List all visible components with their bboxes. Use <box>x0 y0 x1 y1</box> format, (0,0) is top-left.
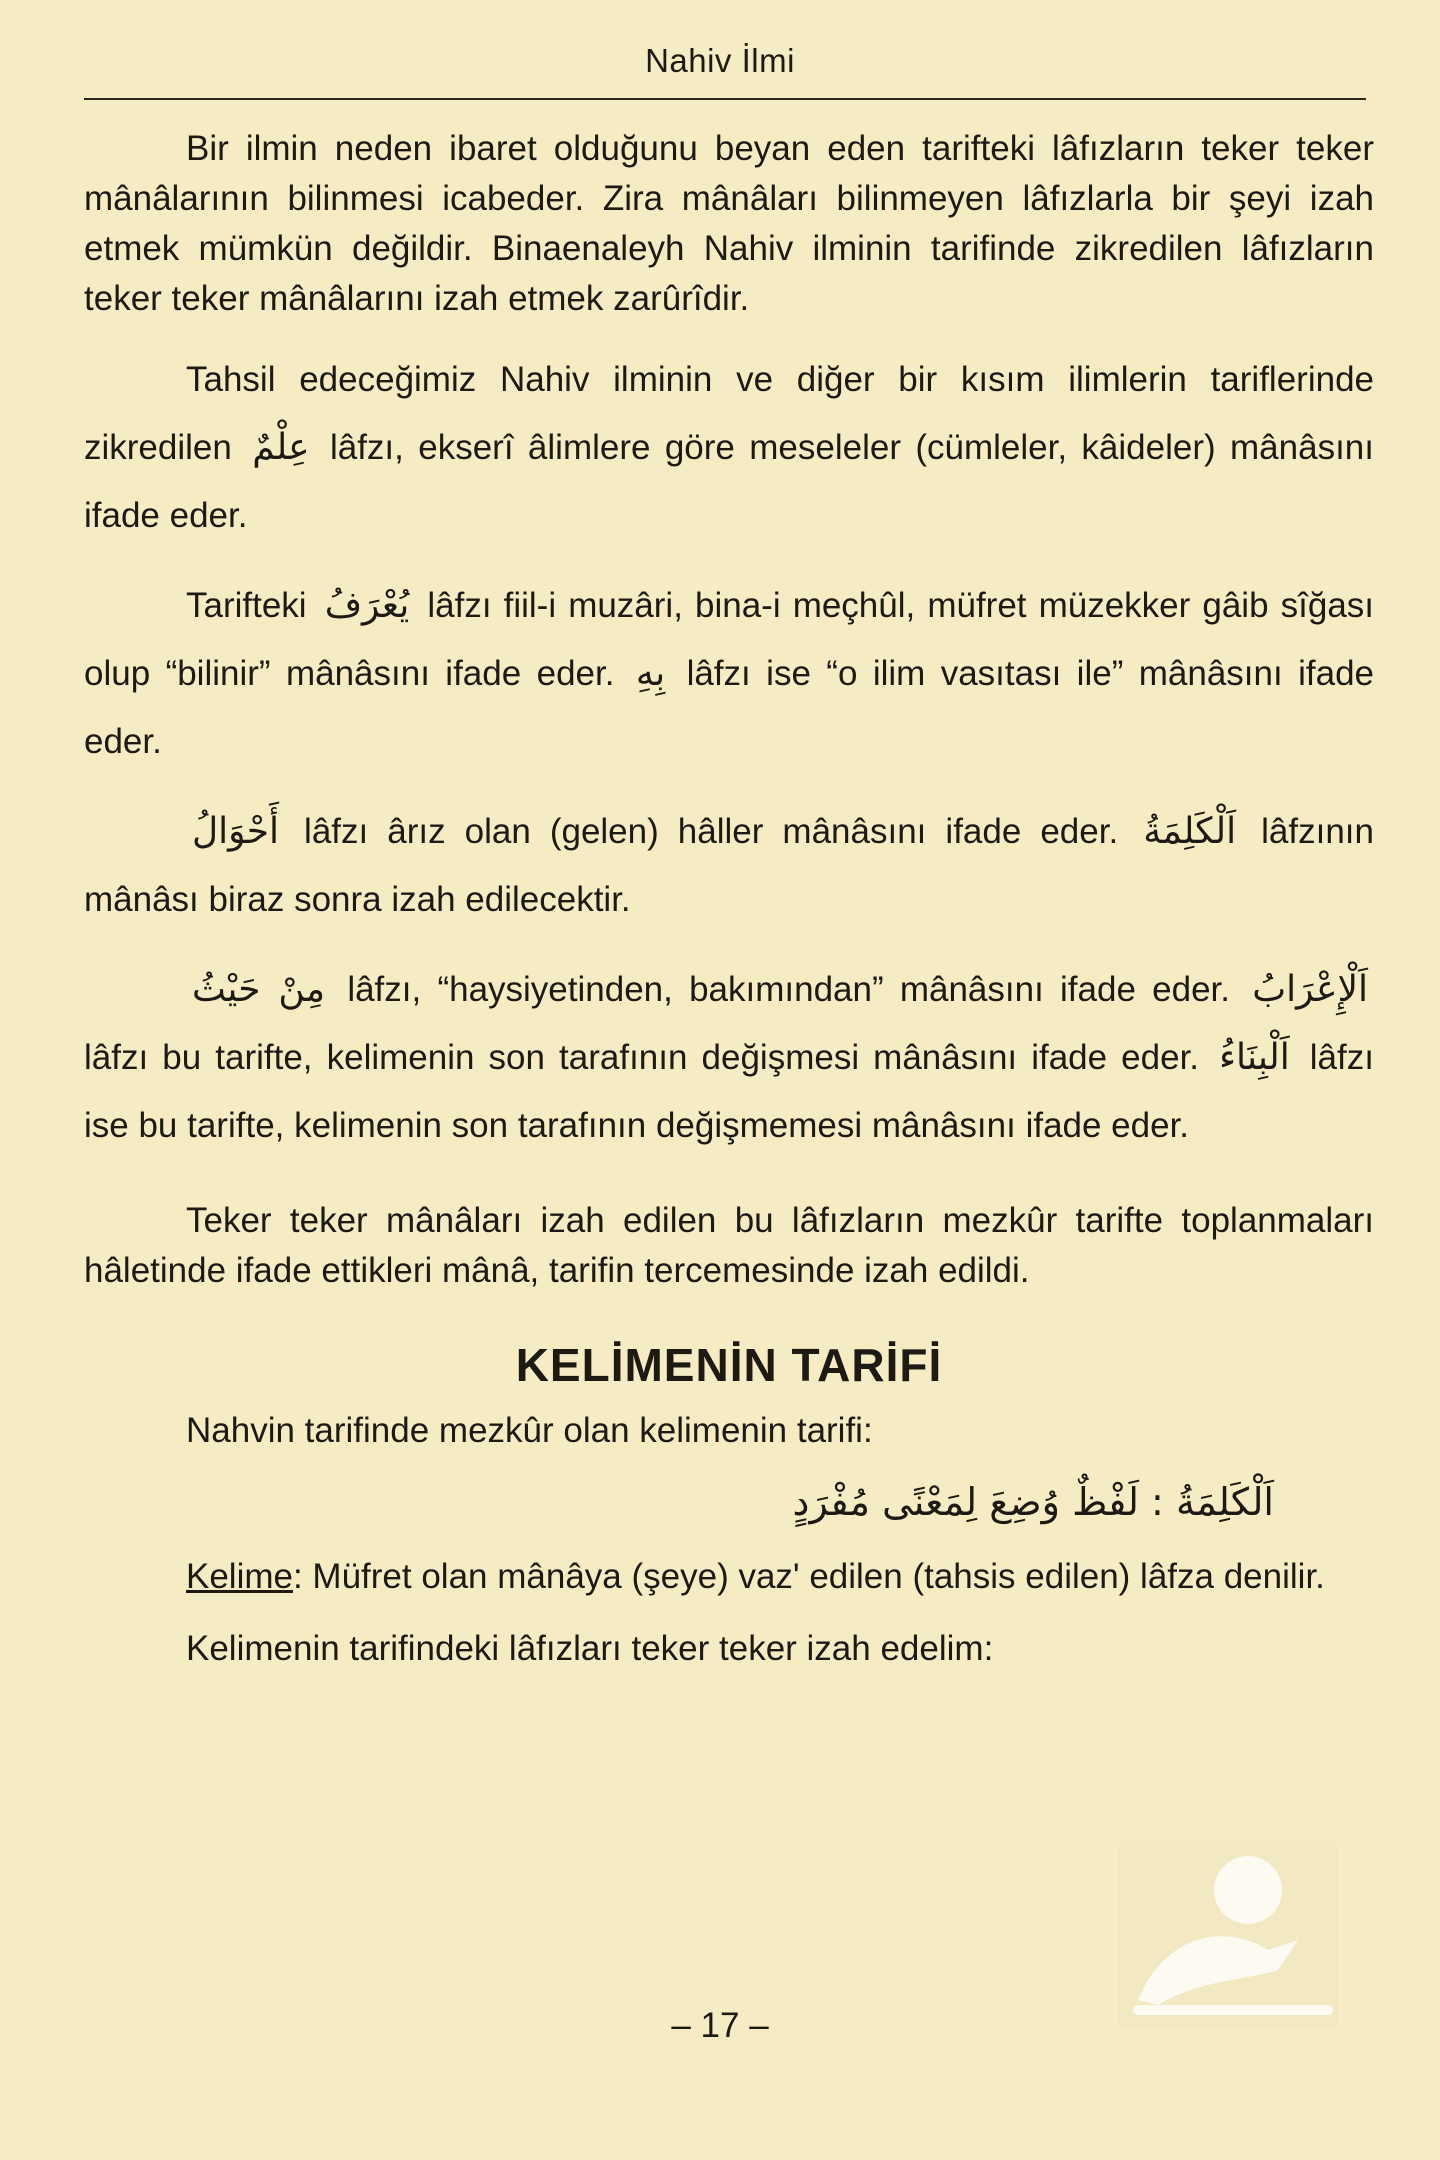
closing-line: Kelimenin tarifindeki lâfızları teker teker izah edelim: <box>186 1629 994 1668</box>
paragraph-3-text-b: lâfzı fiil-i muzâri, bina-i meçhûl, müfret müzekker gâib sîğası olup “bilinir” mânâsını ifade eder. <box>84 586 1375 693</box>
paragraph-3-text-c: lâfzı ise “o ilim vasıtası ile” mânâsını ifade eder. <box>84 654 1375 761</box>
watermark-logo-icon <box>1098 1830 1358 2040</box>
paragraph-5-text-a: lâfzı, “haysiyetinden, bakımından” mânâsını ifade eder. <box>347 970 1230 1009</box>
paragraph-2-text-a: Tahsil edeceğimiz Nahiv ilminin ve diğer bir kısım ilimlerin tariflerinde zikredilen <box>84 360 1374 467</box>
paragraph-3-text-a: Tarifteki <box>186 586 307 625</box>
header-rule <box>84 98 1366 100</box>
paragraph-5-text-b: lâfzı bu tarifte, kelimenin son tarafının değişmesi mânâsını ifade eder. <box>84 1038 1200 1077</box>
section-heading: KELİMENİN TARİFİ <box>515 1339 943 1391</box>
arabic-term-min-haysu: مِنْ حَيْثُ <box>192 969 326 1010</box>
paragraph-5 <box>84 956 1374 1160</box>
arabic-definition: اَلْكَلِمَةُ : لَفْظٌ وُضِعَ لِمَعْنًى مُفْرَدٍ <box>792 1480 1274 1524</box>
paragraph-4-text-a: lâfzı ârız olan (gelen) hâller mânâsını ifade eder. <box>304 812 1119 851</box>
arabic-term-ilm: عِلْمٌ <box>252 427 310 468</box>
arabic-term-ahwal: أَحْوَالُ <box>192 811 280 852</box>
page-number: – 17 – <box>671 2006 769 2045</box>
paragraph-4-text-b: lâfzının mânâsı biraz sonra izah edilecektir. <box>84 812 1374 919</box>
arabic-term-bina: اَلْبِنَاءُ <box>1219 1037 1290 1078</box>
paragraph-2-text-b: lâfzı, ekserî âlimlere göre meseleler (cümleler, kâideler) mânâsını ifade eder. <box>84 428 1374 535</box>
paragraph-1: Bir ilmin neden ibaret olduğunu beyan eden tarifteki lâfızların teker teker mânâlarının bilinmesi icabeder. Zira mânâları bilinmeyen lâfızlarla bir şeyi izah etmek mümkün değildir. Binaenaleyh Nahiv ilminin tarifinde zikredilen lâfızların teker teker mânâlarını izah etmek zarûrîdir. <box>84 129 1374 318</box>
kelime-definition-text: : Müfret olan mânâya (şeye) vaz' edilen (tahsis edilen) lâfza denilir. <box>292 1557 1325 1596</box>
running-head: Nahiv İlmi <box>645 42 795 79</box>
paragraph-2 <box>84 346 1374 550</box>
arabic-term-bihi: بِهِ <box>635 653 666 694</box>
body-text <box>84 124 1374 1674</box>
arabic-term-irab: اَلْإِعْرَابُ <box>1252 969 1368 1010</box>
paragraph-3 <box>84 572 1374 776</box>
arabic-term-yurafu: يُعْرَفُ <box>324 585 410 626</box>
definition-intro: Nahvin tarifinde mezkûr olan kelimenin tarifi: <box>186 1411 873 1450</box>
kelime-term: Kelime <box>186 1557 293 1596</box>
paragraph-6: Teker teker mânâları izah edilen bu lâfızların mezkûr tarifte toplanmaları hâletinde ifade ettikleri mânâ, tarifin tercemesinde izah edildi. <box>84 1201 1374 1290</box>
kelime-definition-paragraph <box>84 1552 1374 1602</box>
arabic-term-kalima: اَلْكَلِمَةُ <box>1143 811 1237 852</box>
paragraph-4 <box>84 798 1374 934</box>
paragraph-5-text-c: lâfzı ise bu tarifte, kelimenin son tarafının değişmemesi mânâsını ifade eder. <box>84 1038 1374 1145</box>
